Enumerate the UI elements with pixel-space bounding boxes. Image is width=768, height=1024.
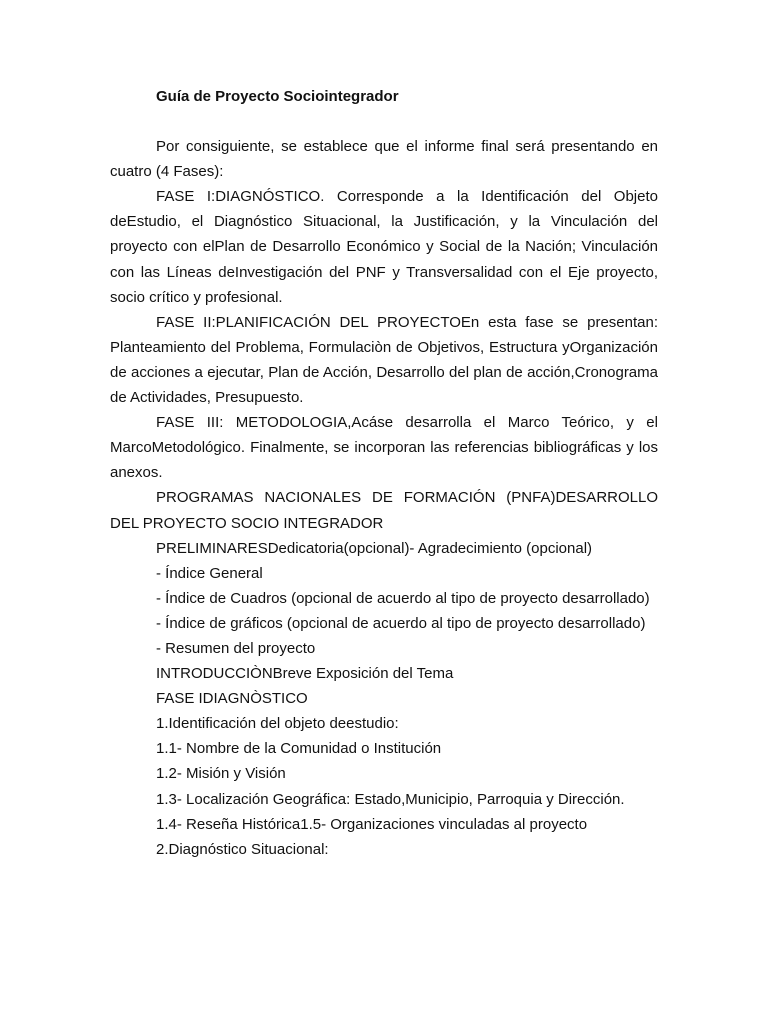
list-item-resena: 1.4- Reseña Histórica1.5- Organizaciones vinculadas al proyecto xyxy=(156,815,588,833)
list-item-diagnostico-situacional: 2.Diagnóstico Situacional: xyxy=(156,840,329,858)
list-item-identificacion: 1.Identificación del objeto deestudio: xyxy=(156,715,399,733)
list-item-mision-vision: 1.2- Misión y Visión xyxy=(156,765,286,783)
list-item-indice-graficos: - Índice de gráficos (opcional de acuerdo al tipo de proyecto desarrollado) xyxy=(156,614,646,632)
paragraph-introduccion: INTRODUCCIÒNBreve Exposición del Tema xyxy=(156,665,454,683)
heading-fase-diagnostico: FASE IDIAGNÒSTICO xyxy=(156,690,308,708)
list-item-indice-general: - Índice General xyxy=(156,564,263,582)
list-item-indice-cuadros: - Índice de Cuadros (opcional de acuerdo al tipo de proyecto desarrollado) xyxy=(156,589,650,607)
paragraph-intro: Por consiguiente, se establece que el informe final será presentando en cuatro (4 Fases): xyxy=(110,138,658,181)
document-page xyxy=(110,84,658,862)
list-item-nombre-comunidad: 1.1- Nombre de la Comunidad o Institución xyxy=(156,740,442,758)
paragraph-fase-1: FASE I:DIAGNÓSTICO. Corresponde a la Identificación del Objeto deEstudio, el Diagnóstico Situacional, la Justificación, y la Vinculación del proyecto con elPlan de Desarrollo Económico y Social de la Nación; Vinculación con las Líneas deInvestigación del PNF y Transversalidad con el Eje proyecto, socio crítico y profesional. xyxy=(110,188,658,306)
paragraph-programas: PROGRAMAS NACIONALES DE FORMACIÓN (PNFA)DESARROLLO DEL PROYECTO SOCIO INTEGRADOR xyxy=(110,489,658,532)
paragraph-preliminares: PRELIMINARESDedicatoria(opcional)- Agradecimiento (opcional) xyxy=(156,539,593,557)
paragraph-fase-2: FASE II:PLANIFICACIÓN DEL PROYECTOEn esta fase se presentan: Planteamiento del Problema, Formulaciòn de Objetivos, Estructura yOrganización de acciones a ejecutar, Plan de Acción, Desarrollo del plan de acción,Cronograma de Actividades, Presupuesto. xyxy=(110,313,658,407)
list-item-localizacion: 1.3- Localización Geográfica: Estado,Municipio, Parroquia y Dirección. xyxy=(156,790,625,808)
list-item-resumen: - Resumen del proyecto xyxy=(156,639,316,657)
paragraph-fase-3: FASE III: METODOLOGIA,Acáse desarrolla el Marco Teórico, y el MarcoMetodológico. Finalmente, se incorporan las referencias bibliográficas y los anexos. xyxy=(110,414,658,482)
document-title: Guía de Proyecto Sociointegrador xyxy=(156,88,399,105)
